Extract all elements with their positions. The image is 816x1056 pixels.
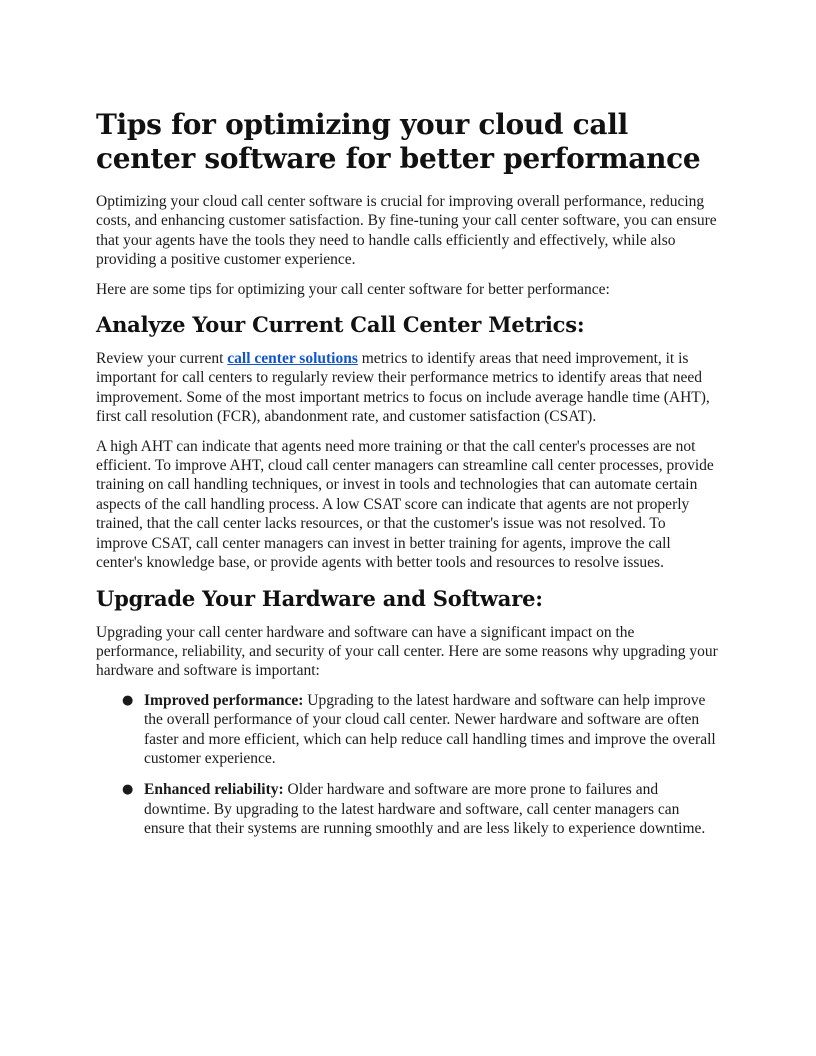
page-title: Tips for optimizing your cloud call center software for better performance [96,108,701,175]
upgrade-paragraph: Upgrading your call center hardware and software can have a significant impact on the performance, reliability, and security of your call center. Here are some reasons why upgrading your hardware and software is important: [96,623,718,680]
section-heading-metrics: Analyze Your Current Call Center Metrics: [96,312,585,338]
list-item-body: Upgrading to the latest hardware and software can help improve the overall performance of your cloud call center. Newer hardware and software are often faster and more efficient, which can help reduce call handling times and improve the overall customer experience. [144,691,716,767]
bullet-icon: ● [122,692,134,708]
list-item-text [144,691,720,769]
metrics-paragraph-2: A high AHT can indicate that agents need more training or that the call center's processes are not efficient. To improve AHT, cloud call center managers can streamline call center processes, provide training on call handling techniques, or invest in tools and technologies that can automate certain aspects of the call handling process. A low CSAT score can indicate that agents are not properly trained, that the call center lacks resources, or that the customer's issue was not resolved. To improve CSAT, call center managers can invest in better training for agents, improve the call center's knowledge base, or provide agents with better tools and resources to resolve issues. [96,437,714,572]
list-item-label: Enhanced reliability: [144,781,284,799]
list-item-body: Older hardware and software are more prone to failures and downtime. By upgrading to the latest hardware and software, call center managers can ensure that their systems are running smoothly and are less likely to experience downtime. [144,781,706,838]
intro-paragraph: Optimizing your cloud call center software is crucial for improving overall performance, reducing costs, and enhancing customer satisfaction. By fine-tuning your call center software, you can ensure that your agents have the tools they need to handle calls efficiently and effectively, while also providing a positive customer experience. [96,193,717,269]
list-item [96,780,720,838]
upgrade-bullet-list [96,691,720,839]
section-heading-upgrade: Upgrade Your Hardware and Software: [96,585,543,611]
call-center-solutions-link[interactable]: call center solutions [227,350,358,368]
lead-in-paragraph: Here are some tips for optimizing your call center software for better performance: [96,280,610,298]
metrics-text-before: Review your current [96,350,228,368]
metrics-text-after: metrics to identify areas that need improvement, it is important for call centers to regularly review their performance metrics to identify areas that need improvement. Some of the most important metrics to focus on include average handle time (AHT), first call resolution (FCR), abandonment rate, and customer satisfaction (CSAT). [96,350,710,426]
list-item-label: Improved performance: [144,691,304,709]
bullet-icon: ● [122,782,134,798]
list-item [96,691,720,769]
metrics-paragraph-1 [96,349,720,427]
list-item-text [144,780,720,838]
